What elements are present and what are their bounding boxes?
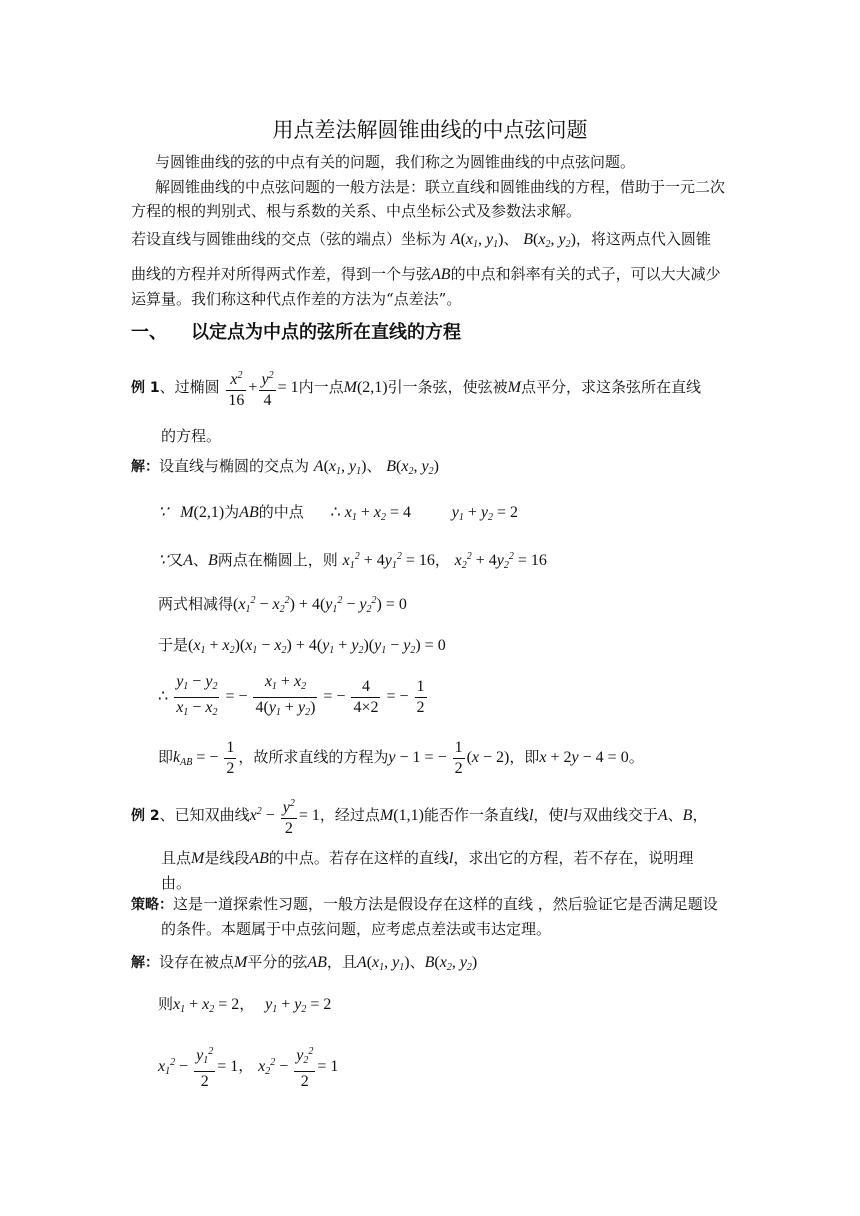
example-2-question-cont: 且点M是线段AB的中点。若存在这样的直线l，求出它的方程，若不存在，说明理 由。 <box>161 849 694 892</box>
example-2-solution-line-3: $x_1^2$ − $\frac{y_1^2}{2}$ = 1， $x_2^2$ − $\frac{y_2^2}{2}$ = 1 <box>158 1042 758 1092</box>
example-2-solution-line-1: 解：设存在被点M平分的弦AB，且$A(x_1$, $y_1$)、$B(x_2$, $y_2$) <box>131 953 478 973</box>
section-heading-1: 一、 以定点为中点的弦所在直线的方程 <box>131 322 461 343</box>
intro-paragraph-3-cont: 曲线的方程并对所得两式作差，得到一个与弦AB的中点和斜率有关的式子，可以大大减少 运算量。我们称这种代点作差的方法为“点差法”。 <box>131 265 721 308</box>
example-1-solution-line-5: 于是$(x_1 + x_2)(x_1 - x_2) + 4(y_1 + y_2)(y_1 - y_2) = 0$ <box>158 636 446 656</box>
intro-paragraph-2: 解圆锥曲线的中点弦问题的一般方法是：联立直线和圆锥曲线的方程，借助于一元二次 方程的根的判别式、根与系数的关系、中点坐标公式及参数法求解。 <box>131 178 726 220</box>
example-1-solution-line-1: 解：设直线与椭圆的交点为 $A(x_1$, $y_1$)、 $B(x_2$, $y_2$) <box>131 457 439 477</box>
example-1-question: 例 1、过椭圆 $\frac{x^2}{16}$ + $\frac{y^2}{4}$ = 1内一点M(2,1)引一条弦，使弦被M点平分，求这条弦所在直线 <box>131 366 731 411</box>
ellipse-equation: $\frac{x^2}{16}$ + $\frac{y^2}{4}$ = 1 <box>224 379 298 396</box>
example-1-solution-line-3: ∵又A、B两点在椭圆上，则 $x_1^2 + 4y_1^2 = 16$， $x_2^2 + 4y_2^2 = 16$ <box>158 551 547 571</box>
point-b-formula: $B(x_2$, $y_2$) <box>523 231 576 250</box>
example-1-question-cont: 的方程。 <box>161 427 222 445</box>
hyperbola-equation: $x^2$ − $\frac{y^2}{2}$ = 1 <box>250 807 320 824</box>
intro-paragraph-3: 若设直线与圆锥曲线的交点（弦的端点）坐标为 $A(x_1$, $y_1$)、 $B(x_2$, $y_2$)，将这两点代入圆锥 <box>131 230 711 250</box>
example-1-result: 即$k_{AB}$ = − $\frac{1}{2}$ ，故所求直线的方程为y − 1 = − $\frac{1}{2}$ (x − 2)，即x + 2y − 4 = 0。 <box>158 739 644 777</box>
example-1-solution-line-2: ∵ M(2,1)为AB的中点 ∴ $x_1 + x_2 = 4$ $y_1 + y_2 = 2$ <box>158 503 519 523</box>
example-1-solution-line-4: 两式相减得$(x_1^2 - x_2^2) + 4(y_1^2 - y_2^2) = 0$ <box>158 595 407 615</box>
point-a-formula: $A(x_1$, $y_1$) <box>450 231 504 250</box>
example-2-strategy: 策略：这是一道探索性习题，一般方法是假设存在这样的直线 ，然后验证它是否满足题设 的条件。本题属于中点弦问题，应考虑点差法或韦达定理。 <box>131 895 718 938</box>
example-2-solution-line-2: 则$x_1 + x_2 = 2$， $y_1 + y_2 = 2$ <box>158 995 332 1015</box>
intro-paragraph-1: 与圆锥曲线的弦的中点有关的问题，我们称之为圆锥曲线的中点弦问题。 <box>155 153 636 171</box>
example-1-slope-equation: ∴ $\frac{y_1 - y_2}{x_1 - x_2}$ = − $\frac{x_1 + x_2}{4(y_1 + y_2)}$ = − $\frac{4}{4\times 2}$ = − $\frac{1}{2}$ <box>158 673 425 718</box>
page-title: 用点差法解圆锥曲线的中点弦问题 <box>272 118 588 142</box>
example-2-question: 例 2、已知双曲线$x^2$ − $\frac{y^2}{2}$ = 1，经过点M(1,1)能否作一条直线l，使l与双曲线交于A、B， <box>131 794 731 839</box>
